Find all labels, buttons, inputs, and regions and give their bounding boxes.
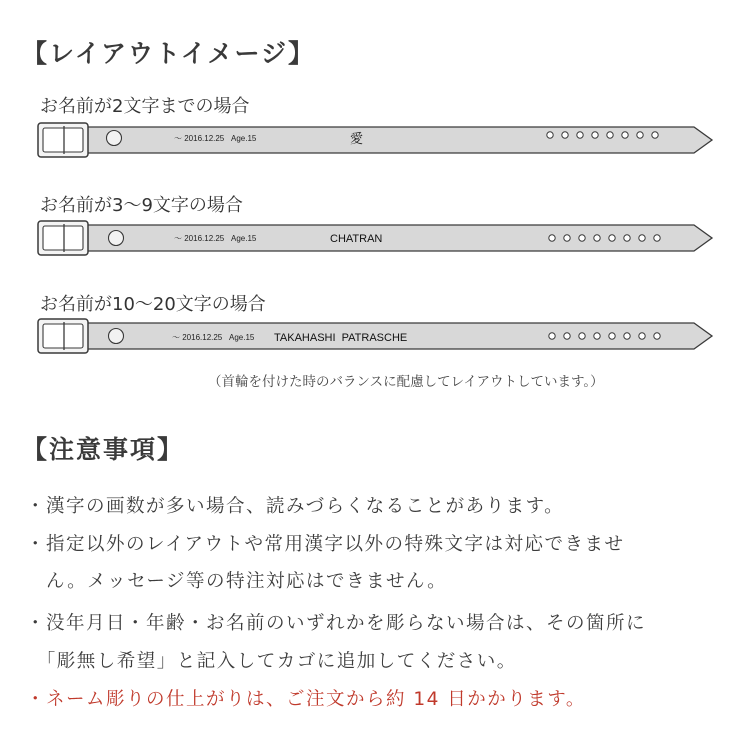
caution-bullet-special-characters: ・指定以外のレイアウトや常用漢字以外の特殊文字は対応できませ bbox=[26, 534, 625, 555]
layout-note: （首輪を付けた時のバランスに配慮してレイアウトしています。） bbox=[208, 374, 604, 390]
engraving-name: 愛 bbox=[350, 131, 364, 146]
belt-hole bbox=[609, 333, 615, 339]
case-label-long-name: お名前が10〜20文字の場合 bbox=[40, 294, 266, 315]
buckle-inner bbox=[43, 226, 83, 250]
belt-illustration-long bbox=[36, 316, 716, 356]
belt-hole bbox=[577, 132, 583, 138]
caution-bullet-stroke-count: ・漢字の画数が多い場合、読みづらくなることがあります。 bbox=[26, 496, 565, 517]
caution-bullet-no-engraving-cont: 「彫無し希望」と記入してカゴに追加してください。 bbox=[26, 651, 517, 672]
engraving-age: Age.15 bbox=[231, 234, 257, 243]
belt-hole bbox=[549, 235, 555, 241]
layout-section-title: 【レイアウトイメージ】 bbox=[22, 39, 316, 68]
belt-hole bbox=[639, 333, 645, 339]
engraving-date: ～ 2016.12.25 bbox=[174, 234, 225, 243]
belt-hole bbox=[549, 333, 555, 339]
belt-hole bbox=[609, 235, 615, 241]
belt-illustration-medium bbox=[36, 218, 716, 258]
belt-hole bbox=[579, 235, 585, 241]
belt-illustration-short bbox=[36, 120, 716, 160]
engraving-date: ～ 2016.12.25 bbox=[172, 333, 223, 342]
engraving-name: TAKAHASHI PATRASCHE bbox=[274, 332, 408, 344]
rivet bbox=[107, 131, 122, 146]
belt-hole bbox=[564, 235, 570, 241]
buckle-inner bbox=[43, 128, 83, 152]
engraving-name: CHATRAN bbox=[330, 233, 383, 245]
belt-hole bbox=[607, 132, 613, 138]
belt-long-svg bbox=[36, 316, 716, 356]
belt-hole bbox=[652, 132, 658, 138]
engraving-age: Age.15 bbox=[229, 333, 255, 342]
belt-short-svg bbox=[36, 120, 716, 160]
case-label-medium-name: お名前が3〜9文字の場合 bbox=[40, 195, 243, 216]
belt-hole bbox=[654, 333, 660, 339]
belt-hole bbox=[622, 132, 628, 138]
buckle-inner bbox=[43, 324, 83, 348]
belt-hole bbox=[654, 235, 660, 241]
belt-hole bbox=[639, 235, 645, 241]
belt-hole bbox=[594, 235, 600, 241]
belt-hole bbox=[579, 333, 585, 339]
belt-hole bbox=[624, 333, 630, 339]
belt-hole bbox=[624, 235, 630, 241]
case-label-short-name: お名前が2文字までの場合 bbox=[40, 96, 250, 117]
belt-hole bbox=[564, 333, 570, 339]
rivet bbox=[109, 231, 124, 246]
engraving-age: Age.15 bbox=[231, 134, 257, 143]
belt-hole bbox=[594, 333, 600, 339]
belt-medium-svg bbox=[36, 218, 716, 258]
engraving-date: ～ 2016.12.25 bbox=[174, 134, 225, 143]
belt-hole bbox=[562, 132, 568, 138]
rivet bbox=[109, 329, 124, 344]
caution-section-title: 【注意事項】 bbox=[22, 435, 185, 464]
caution-bullet-delivery-time: ・ネーム彫りの仕上がりは、ご注文から約 14 日かかります。 bbox=[26, 689, 586, 710]
belt-hole bbox=[637, 132, 643, 138]
caution-bullet-no-engraving: ・没年月日・年齢・お名前のいずれかを彫らない場合は、その箇所に bbox=[26, 613, 647, 634]
belt-hole bbox=[547, 132, 553, 138]
belt-hole bbox=[592, 132, 598, 138]
caution-bullet-special-characters-cont: ん。メッセージ等の特注対応はできません。 bbox=[26, 571, 448, 592]
